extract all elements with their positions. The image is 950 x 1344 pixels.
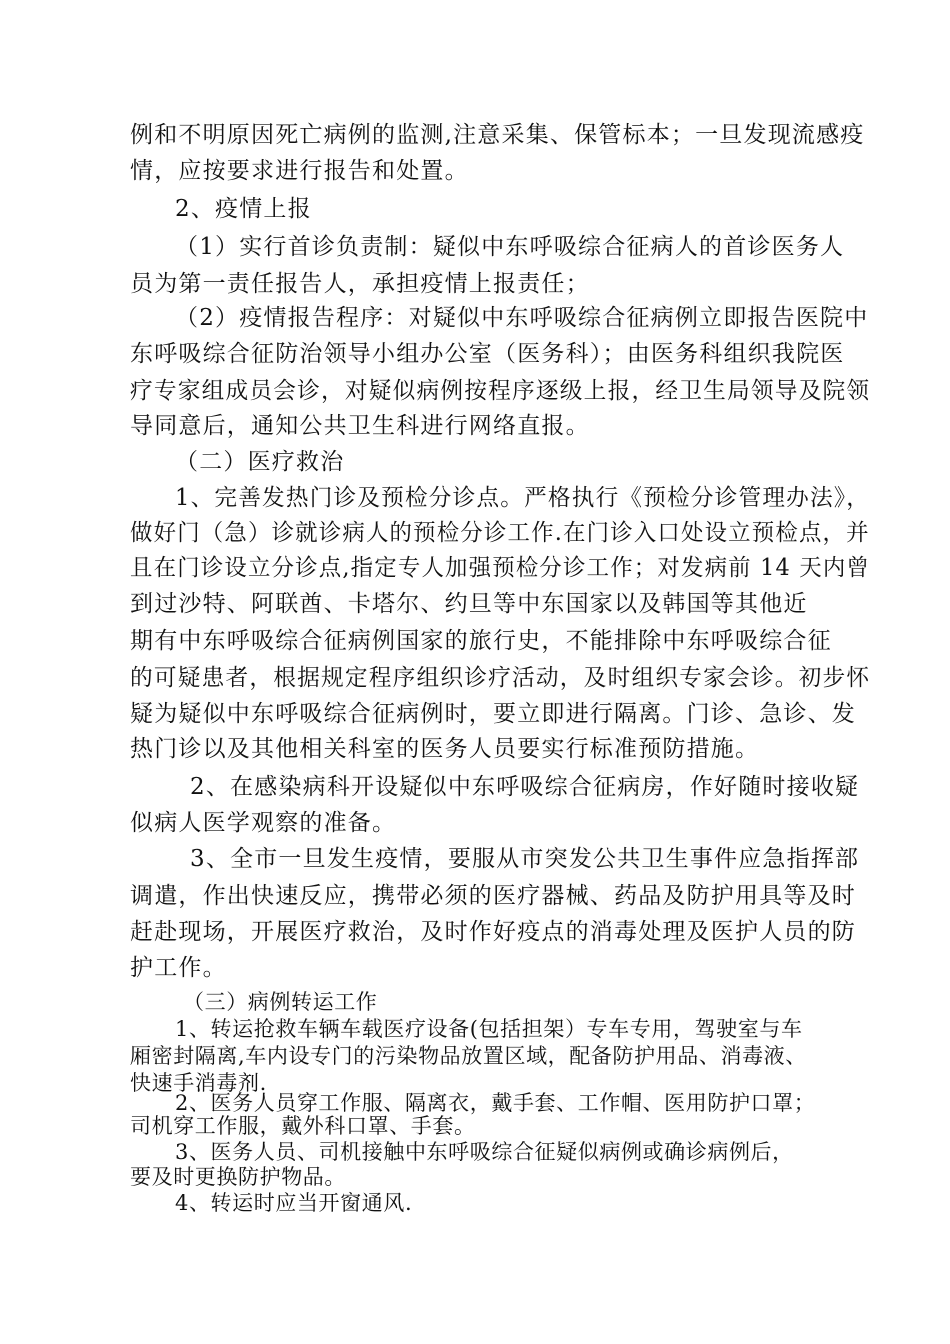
text-line: 东呼吸综合征防治领导小组办公室（医务科）；由医务科组织我院医 <box>130 341 845 367</box>
section-heading: 2、疫情上报 <box>175 196 312 222</box>
text-line: 1、转运抢救车辆车载医疗设备(包括担架）专车专用，驾驶室与车 <box>175 1017 803 1041</box>
text-line: 热门诊以及其他相关科室的医务人员要实行标准预防措施。 <box>130 736 760 762</box>
text-line: 3、医务人员、司机接触中东呼吸综合征疑似病例或确诊病例后， <box>175 1140 794 1164</box>
text-line: 1、完善发热门诊及预检分诊点。严格执行《预检分诊管理办法》， <box>175 485 871 511</box>
text-line: 导同意后，通知公共卫生科进行网络直报。 <box>130 413 590 439</box>
section-heading: （二）医疗救治 <box>175 449 345 475</box>
text-line: 调遣，作出快速反应，携带必须的医疗器械、药品及防护用具等及时 <box>130 883 856 909</box>
text-line: 员为第一责任报告人，承担疫情上报责任； <box>130 271 590 297</box>
text-line: 快速手消毒剂. <box>130 1071 267 1095</box>
text-line: （2）疫情报告程序：对疑似中东呼吸综合征病例立即报告医院中 <box>175 305 869 331</box>
text-line: 到过沙特、阿联酋、卡塔尔、约旦等中东国家以及韩国等其他近 <box>130 591 808 617</box>
text-line: 做好门（急）诊就诊病人的预检分诊工作.在门诊入口处设立预检点，并 <box>130 520 870 546</box>
text-line: 3、全市一旦发生疫情，要服从市突发公共卫生事件应急指挥部 <box>190 846 860 872</box>
text-line: 且在门诊设立分诊点,指定专人加强预检分诊工作；对发病前 14 天内曾 <box>130 555 871 581</box>
text-line: 2、医务人员穿工作服、隔离衣，戴手套、工作帽、医用防护口罩； <box>175 1091 816 1115</box>
text-line: （1）实行首诊负责制：疑似中东呼吸综合征病人的首诊医务人 <box>175 234 845 260</box>
section-heading: （三）病例转运工作 <box>183 990 378 1014</box>
text-line: 司机穿工作服，戴外科口罩、手套。 <box>130 1114 476 1138</box>
text-line: 情，应按要求进行报告和处置。 <box>130 158 469 184</box>
text-line: 例和不明原因死亡病例的监测,注意采集、保管标本；一旦发现流感疫 <box>130 122 865 148</box>
text-line: 要及时更换防护物品。 <box>130 1165 346 1189</box>
text-line: 疑为疑似中东呼吸综合征病例时，要立即进行隔离。门诊、急诊、发 <box>130 701 856 727</box>
text-line: 疗专家组成员会诊，对疑似病例按程序逐级上报，经卫生局领导及院领 <box>130 378 871 404</box>
text-line: 期有中东呼吸综合征病例国家的旅行史，不能排除中东呼吸综合征 <box>130 628 832 654</box>
text-line: 护工作。 <box>130 955 227 981</box>
text-line: 似病人医学观察的准备。 <box>130 810 397 836</box>
text-line: 2、在感染病科开设疑似中东呼吸综合征病房，作好随时接收疑 <box>190 774 860 800</box>
text-line: 赶赴现场，开展医疗救治，及时作好疫点的消毒处理及医护人员的防 <box>130 919 856 945</box>
text-line: 的可疑患者，根据规定程序组织诊疗活动，及时组织专家会诊。初步怀 <box>130 665 871 691</box>
text-line: 厢密封隔离,车内设专门的污染物品放置区域，配备防护用品、消毒液、 <box>130 1044 807 1068</box>
text-line: 4、转运时应当开窗通风. <box>175 1191 413 1215</box>
